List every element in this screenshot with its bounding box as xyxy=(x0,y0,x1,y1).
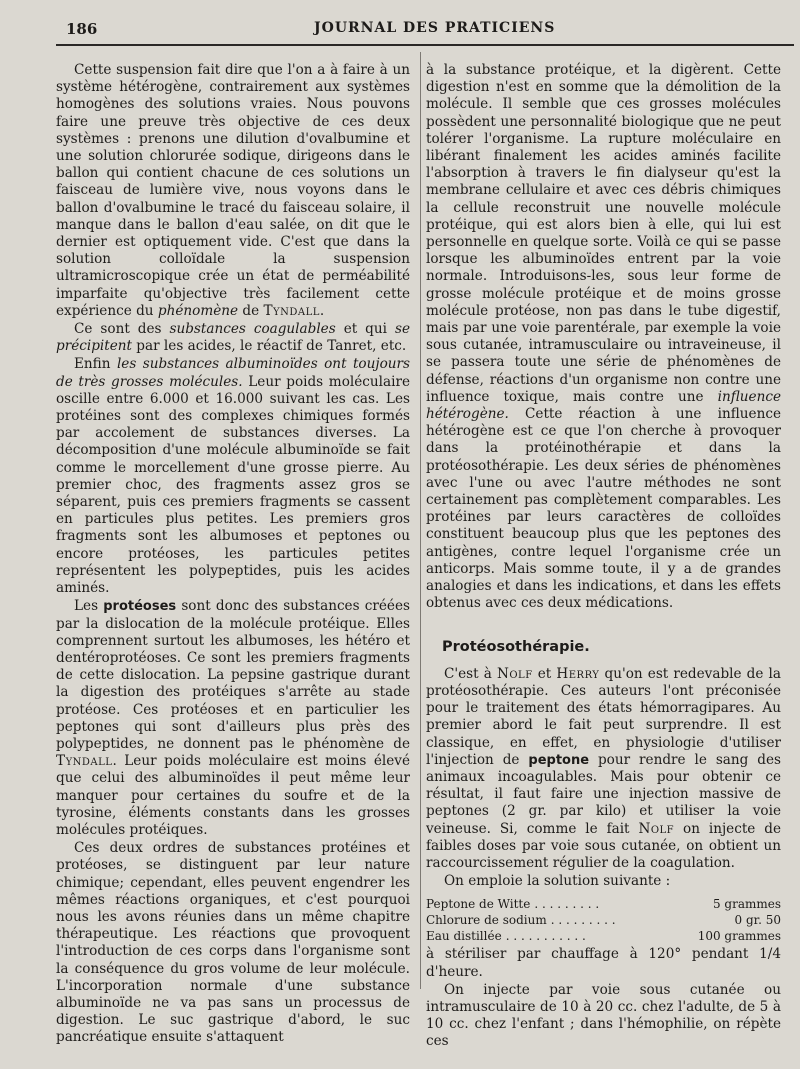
header-rule xyxy=(56,44,794,46)
recipe-note: à stériliser par chauffage à 120° pendant 1/4 d'heure. xyxy=(426,946,781,980)
paragraph: à la substance protéique, et la digèrent. Cette digestion n'est en somme que la démolition de la molécule. Il semble que ces grosses molécules possèdent une personnalité biologique que ne peut tolérer l'organisme. La rupture moléculaire en libérant finalement les acides aminés facilite l'absorption à travers le fin dialyseur qu'est la membrane cellulaire et avec ces débris chimiques la cellule reconstruit une nouvelle molécule protéique, qui est alors bien à elle, qui lui est personnelle en quelque sorte. Voilà ce qui se passe lorsque les albuminoïdes entrent par la voie normale. Introduisons-les, sous leur forme de grosse molécule protéique et de moins grosse molécule protéose, non pas dans le tube digestif, mais par une voie parentérale, par exemple la voie sous cutanée, intramusculaire ou intraveineuse, il se passera toute une série de phénomènes de défense, réactions d'un organisme non contre une influence toxique, mais contre une influence hétérogène. Cette réaction à une influence hétérogène est ce que l'on cherche à provoquer dans la protéinothérapie et dans la protéosothérapie. Les deux séries de phénomènes avec l'une ou avec l'autre méthodes ne sont certainement pas complètement comparables. Les protéines par leurs caractères de colloïdes constituent beaucoup plus que les peptones des antigènes, contre lequel l'organisme crée un anticorps. Mais somme toute, il y a de grandes analogies et dans les indications, et dans les effets obtenus avec ces deux médications. xyxy=(426,62,781,612)
recipe-list xyxy=(426,896,781,944)
paragraph: Ces deux ordres de substances protéines et protéoses, se distinguent par leur nature chimique; cependant, elles peuvent engendrer les mêmes réactions organiques, et c'est pourquoi nous les avons réunies dans un même chapitre thérapeutique. Les réactions que provoquent l'introduction de ces corps dans l'organisme sont la conséquence du gros volume de leur molécule. L'incorporation normale d'une substance albuminoïde ne va pas sans un processus de digestion. Le suc gastrique d'abord, le suc pancréatique ensuite s'attaquent xyxy=(56,840,410,1046)
page-number: 186 xyxy=(66,20,98,38)
paragraph: Enfin les substances albuminoïdes ont toujours de très grosses molécules. Leur poids moléculaire oscille entre 6.000 et 16.000 suivant les cas. Les protéines sont des complexes chimiques formés par accolement de substances diverses. La décomposition d'une molécule albuminoïde se fait comme le morcellement d'une grosse pierre. Au premier choc, des fragments assez gros se séparent, puis ces premiers fragments se cassent en particules plus petites. Les premiers gros fragments sont les albumoses et peptones ou encore protéoses, les particules petites représentent les polypeptides, puis les acides aminés. xyxy=(56,356,410,597)
journal-title: JOURNAL DES PRATICIENS xyxy=(314,20,556,36)
recipe-row: Eau distillée . . . . . . . . . . . 100 grammes xyxy=(426,929,781,944)
paragraph: Les protéoses sont donc des substances créées par la dislocation de la molécule protéique. Elles comprennent surtout les albumoses, les hétéro et dentéroprotéoses. Ce sont les premiers fragments de cette dislocation. La pepsine gastrique durant la digestion des protéiques s'arrête au stade protéose. Ces protéoses et en particulier les peptones qui sont d'ailleurs plus près des polypeptides, ne donnent pas le phénomène de Tyndall. Leur poids moléculaire est moins élevé que celui des albuminoïdes il peut même leur manquer pour certaines du soufre et de la tyrosine, éléments constants dans les grosses molécules protéiques. xyxy=(56,598,410,838)
right-column xyxy=(426,62,781,1051)
recipe-row: Peptone de Witte . . . . . . . . . 5 grammes xyxy=(426,897,781,912)
paragraph: On emploie la solution suivante : xyxy=(444,873,671,890)
column-divider xyxy=(420,52,421,989)
paragraph: C'est à Nolf et Herry qu'on est redevable de la protéosothérapie. Ces auteurs l'ont préconisée pour le traitement des états hémorragipares. Au premier abord le fait peut surprendre. Il est classique, en effet, en physiologie d'utiliser l'injection de peptone pour rendre le sang des animaux incoagulables. Mais pour obtenir ce résultat, il faut faire une injection massive de peptones (2 gr. par kilo) et utiliser la voie veineuse. Si, comme le fait Nolf on injecte de faibles doses par voie sous cutanée, on obtient un raccourcissement régulier de la coagulation. xyxy=(426,665,781,871)
paragraph: On injecte par voie sous cutanée ou intramusculaire de 10 à 20 cc. chez l'adulte, de 5 à 10 cc. chez l'enfant ; dans l'hémophilie, on répète ces xyxy=(426,981,781,1050)
paragraph: Cette suspension fait dire que l'on a à faire à un système hétérogène, contrairement aux systèmes homogènes des solutions vraies. Nous pouvons faire une preuve très objective de ces deux systèmes : prenons une dilution d'ovalbumine et une solution chlorurée sodique, dirigeons dans le ballon qui contient chacune de ces solutions un faisceau de lumière vive, nous voyons dans le ballon d'ovalbumine le tracé du faisceau solaire, il manque dans le ballon d'eau salée, on dit que le dernier est optiquement vide. C'est que dans la solution colloïdale la suspension ultramicroscopique crée un état de perméabilité imparfaite qu'objective très facilement cette expérience du phénomène de Tyndall. xyxy=(56,62,410,319)
section-heading: Protéosothérapie. xyxy=(442,638,590,655)
paragraph: Ce sont des substances coagulables et qui se précipitent par les acides, le réactif de Tanret, etc. xyxy=(56,321,410,355)
left-column xyxy=(56,62,410,1047)
recipe-row: Chlorure de sodium . . . . . . . . . 0 gr. 50 xyxy=(426,913,781,928)
